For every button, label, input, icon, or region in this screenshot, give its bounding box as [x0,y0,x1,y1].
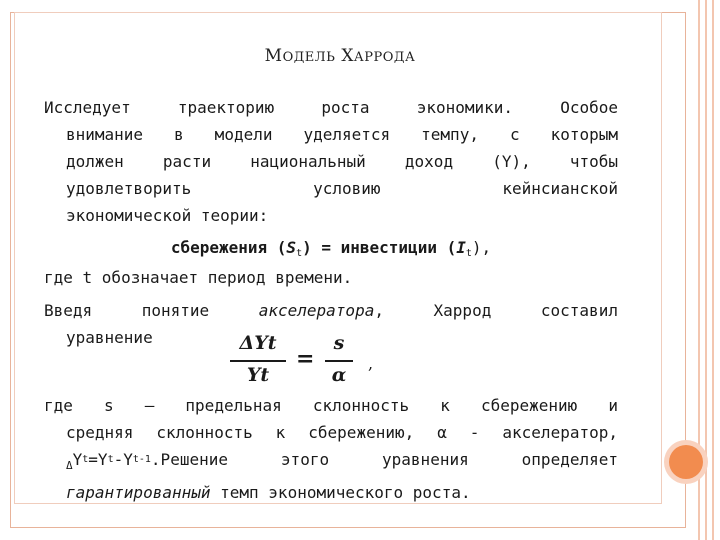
intro-line-4: удовлетворить условию кейнсианской [66,179,618,198]
explain-line-1: где s – предельная склонность к сбережению и [44,396,618,415]
intro-line-5: экономической теории: [66,206,269,225]
intro-paragraph [44,94,618,229]
intro-line-3: должен расти национальный доход (Y), чтобы [66,152,618,171]
formula-right-numerator: s [333,332,345,354]
period-definition: где t обозначает период времени. [44,268,353,287]
formula-right-denominator: α [331,364,347,386]
deco-circle-inner [669,445,703,479]
explain-line-4: гарантированный темп экономического роста. [66,483,471,502]
explanation-paragraph [44,392,618,506]
explain-line-2: средняя склонность к сбережению, α - акселератор, [66,423,618,442]
accelerator-line-1: Введя понятие акселератора, Харрод составил [44,301,618,320]
formula-left-fraction-bar [230,360,286,362]
explain-line-3: Δ Y t =Y t -Y t-1 .Решение этого уравнения определяет [66,450,618,472]
formula-equals: = [296,346,315,372]
intro-line-2: внимание в модели уделяется темпу, с которым [66,125,618,144]
right-stripe-3 [712,0,714,540]
harrod-formula [228,332,388,392]
formula-comma: , [368,354,374,373]
formula-denominator: Yt [246,364,270,386]
accelerator-line-2: уравнение [66,328,153,347]
slide-title: МОДЕЛЬ ХАРРОДА [264,46,416,66]
formula-numerator: ΔYt [239,332,277,354]
formula-right-fraction-bar [325,360,353,362]
intro-line-1: Исследует траекторию роста экономики. Особое [44,98,618,117]
savings-investment-equation: сбережения $(S_t)$ = инвестиции $(I_t)$, [170,238,492,259]
